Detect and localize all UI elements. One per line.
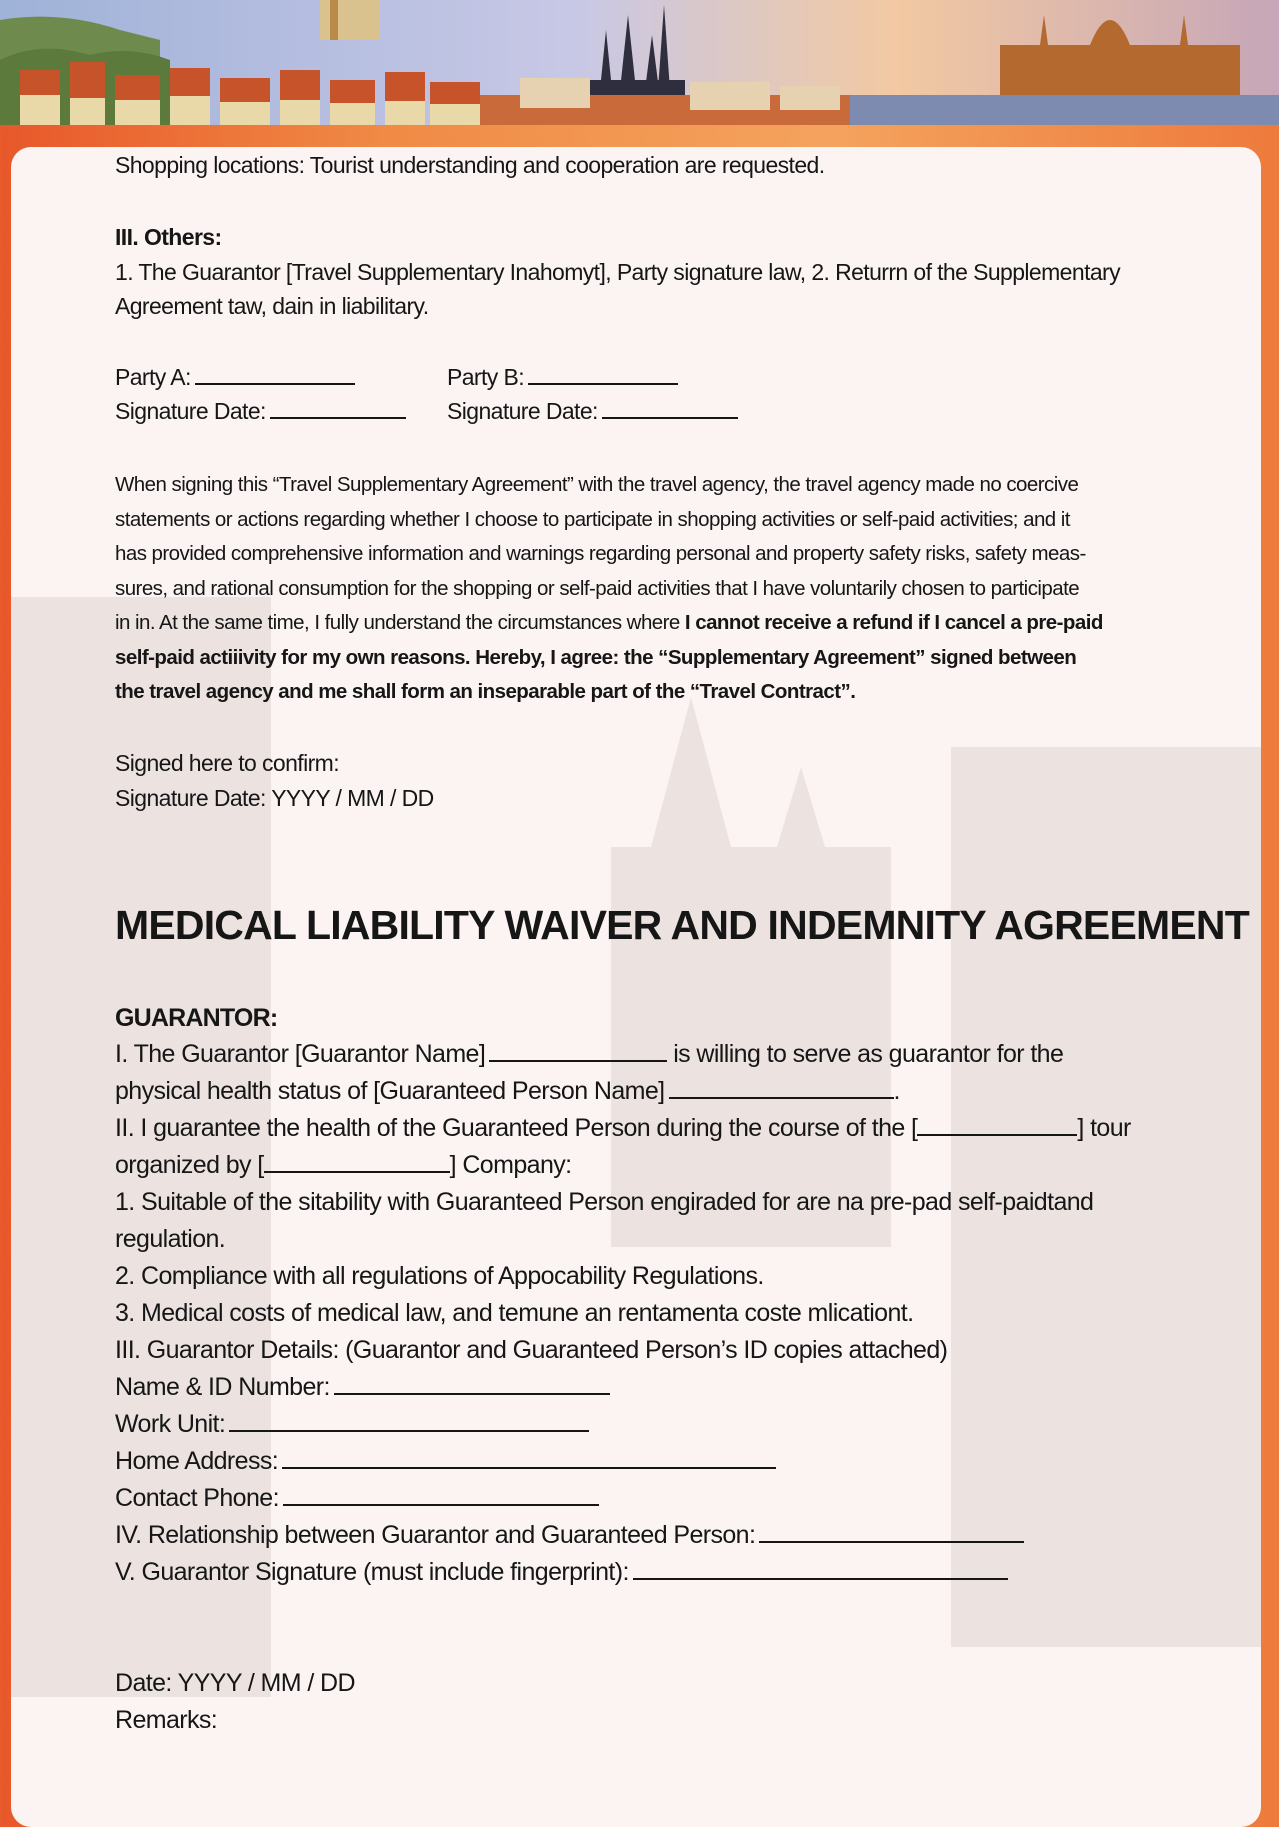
- relationship-field[interactable]: [115, 1517, 1024, 1554]
- work-unit-blank[interactable]: [229, 1408, 589, 1432]
- sig-date-b-blank[interactable]: [602, 395, 738, 419]
- para-line-3: has provided comprehensive information and warnings regarding personal and property safety risks, safety meas-: [115, 542, 1086, 565]
- party-b-field[interactable]: [447, 360, 678, 394]
- name-id-label: Name & ID Number:: [115, 1373, 330, 1401]
- guarantor-signature-field[interactable]: [115, 1554, 1008, 1591]
- para-line-1: When signing this “Travel Supplementary Agreement” with the travel agency, the travel agency made no coercive: [115, 473, 1079, 496]
- declaration-paragraph: [115, 468, 1103, 710]
- tour-label-tail: ] tour: [1077, 1114, 1131, 1142]
- others-line-2: Agreement taw, dain in liabilitary.: [115, 293, 429, 319]
- company-label-tail: ] Company:: [449, 1151, 572, 1179]
- party-a-blank[interactable]: [195, 361, 355, 385]
- para-line-5-bold: I cannot receive a refund if I cancel a pre-paid: [684, 611, 1103, 634]
- home-address-field[interactable]: [115, 1443, 776, 1480]
- para-line-4: sures, and rational consumption for the shopping or self-paid activities that I have voluntarily chosen to participate: [115, 576, 1080, 600]
- guarantor-name-blank[interactable]: [489, 1038, 667, 1062]
- guarantor-details: III. Guarantor Details: (Guarantor and Guaranteed Person’s ID copies attached): [115, 1336, 948, 1364]
- sig-date-a-label: Signature Date:: [115, 398, 266, 424]
- para-line-6: self-paid actiiivity for my own reasons. Hereby, I agree: the “Supplementary Agreement” signed between: [115, 645, 1077, 669]
- work-unit-field[interactable]: [115, 1406, 589, 1443]
- guarantor-line-1-tail: is willing to serve as guarantor for the: [673, 1040, 1064, 1068]
- home-address-blank[interactable]: [282, 1445, 776, 1469]
- guaranteed-person-label: physical health status of [Guaranteed Person Name]: [115, 1077, 665, 1105]
- name-id-blank[interactable]: [334, 1371, 610, 1395]
- sig-date-a-blank[interactable]: [270, 395, 406, 419]
- header-banner: [0, 0, 1279, 125]
- waiver-date: Date: YYYY / MM / DD: [115, 1669, 355, 1697]
- party-a-field[interactable]: [115, 360, 355, 394]
- company-label: organized by [: [115, 1151, 264, 1179]
- guaranteed-person-blank[interactable]: [669, 1075, 894, 1099]
- relationship-blank[interactable]: [759, 1519, 1024, 1543]
- item-3: 3. Medical costs of medical law, and temune an rentamenta coste mlicationt.: [115, 1299, 914, 1327]
- others-heading: III. Others:: [115, 224, 222, 250]
- contact-phone-blank[interactable]: [283, 1482, 599, 1506]
- para-line-7: the travel agency and me shall form an inseparable part of the “Travel Contract”.: [115, 680, 856, 703]
- work-unit-label: Work Unit:: [115, 1410, 226, 1438]
- others-line-1: 1. The Guarantor [Travel Supplementary Inahomyt], Party signature law, 2. Returrn of the Supplementary: [115, 259, 1121, 285]
- contact-phone-field[interactable]: [115, 1480, 599, 1517]
- remarks: Remarks:: [115, 1706, 218, 1734]
- city-skyline-image: [0, 0, 1279, 125]
- para-line-5: [115, 606, 1103, 641]
- guarantor-line-2-tail: .: [893, 1077, 900, 1105]
- guarantor-line-2: [115, 1073, 900, 1110]
- sig-date-b-field[interactable]: [447, 394, 738, 428]
- item-1-line-1: 1. Suitable of the sitability with Guaranteed Person engiraded for are na pre-pad self-paidtand: [115, 1188, 1094, 1216]
- home-address-label: Home Address:: [115, 1447, 279, 1475]
- party-a-label: Party A:: [115, 364, 191, 390]
- relationship-label: IV. Relationship between Guarantor and Guaranteed Person:: [115, 1521, 756, 1549]
- signed-confirm: Signed here to confirm:: [115, 750, 339, 776]
- tour-blank[interactable]: [917, 1112, 1077, 1136]
- guarantor-heading: GUARANTOR:: [115, 1004, 278, 1032]
- sig-date-a-field[interactable]: [115, 394, 406, 428]
- document-card: [11, 147, 1261, 1827]
- guarantor-line-4: [115, 1147, 572, 1184]
- company-blank[interactable]: [264, 1149, 450, 1173]
- tour-label: II. I guarantee the health of the Guaranteed Person during the course of the [: [115, 1114, 918, 1142]
- para-line-5-plain: in in. At the same time, I fully understand the circumstances where: [115, 611, 685, 634]
- shopping-line: Shopping locations: Tourist understanding and cooperation are requested.: [115, 152, 825, 178]
- para-line-2: statements or actions regarding whether I choose to participate in shopping activities or self-paid activities; and it: [115, 507, 1070, 531]
- party-b-label: Party B:: [447, 364, 525, 390]
- signature-date: Signature Date: YYYY / MM / DD: [115, 785, 434, 811]
- sig-date-b-label: Signature Date:: [447, 398, 598, 424]
- guarantor-line-3: [115, 1110, 1131, 1147]
- waiver-title: MEDICAL LIABILITY WAIVER AND INDEMNITY AGREEMENT: [115, 902, 1249, 948]
- contact-phone-label: Contact Phone:: [115, 1484, 279, 1512]
- guarantor-signature-label: V. Guarantor Signature (must include fingerprint):: [115, 1558, 629, 1586]
- item-1-line-2: regulation.: [115, 1225, 226, 1253]
- item-2: 2. Compliance with all regulations of Appocability Regulations.: [115, 1262, 764, 1290]
- guarantor-signature-blank[interactable]: [633, 1556, 1008, 1580]
- guarantor-line-1: [115, 1036, 1063, 1073]
- guarantor-name-label: I. The Guarantor [Guarantor Name]: [115, 1040, 486, 1068]
- party-b-blank[interactable]: [528, 361, 678, 385]
- name-id-field[interactable]: [115, 1369, 610, 1406]
